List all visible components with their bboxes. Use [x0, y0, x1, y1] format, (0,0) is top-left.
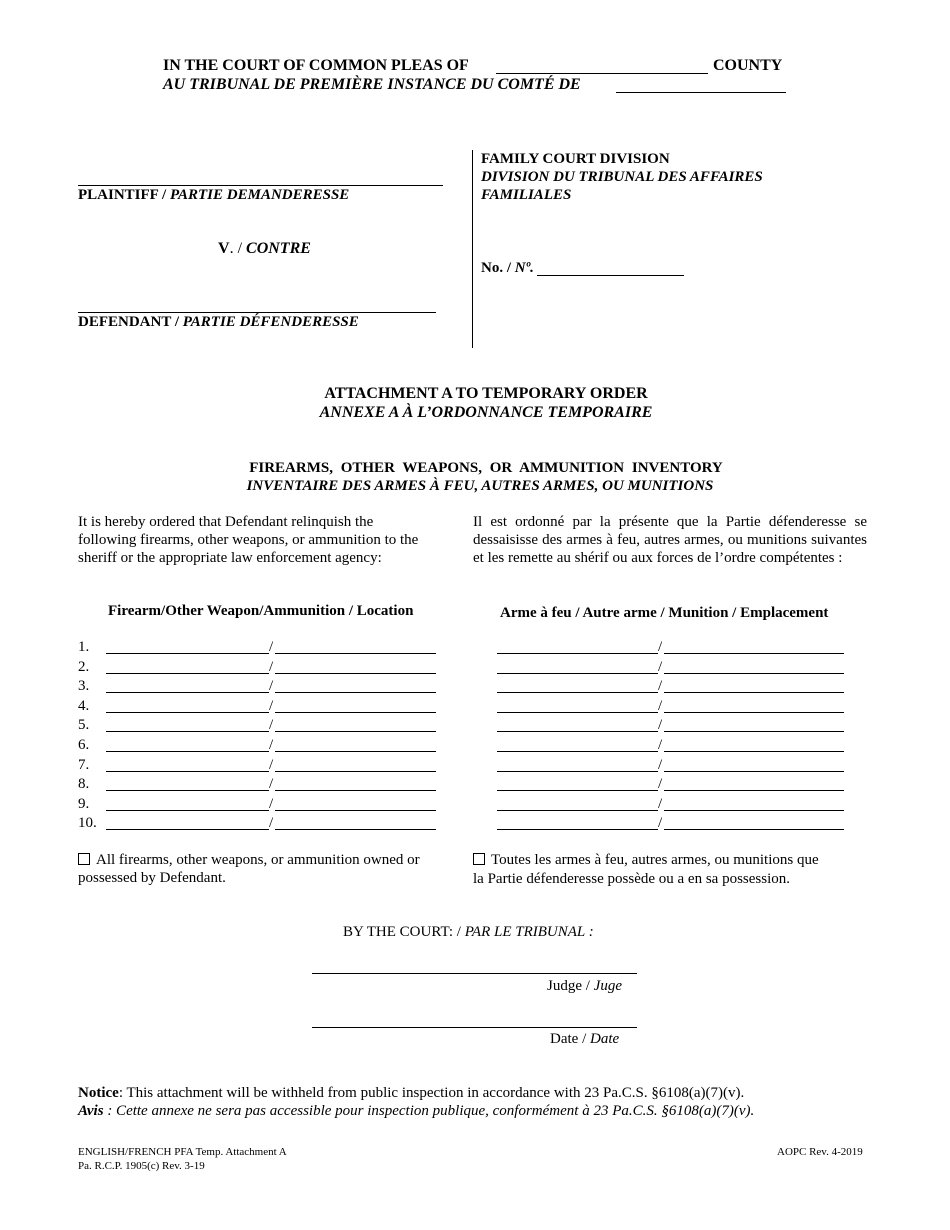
location-field[interactable]	[664, 771, 844, 772]
item-field[interactable]	[497, 771, 658, 772]
inventory-row-fr	[497, 697, 847, 715]
location-field[interactable]	[275, 810, 436, 811]
footer-form-name: ENGLISH/FRENCH PFA Temp. Attachment A	[78, 1146, 287, 1158]
inventory-row-en	[78, 697, 438, 715]
location-field[interactable]	[275, 790, 436, 791]
location-field[interactable]	[664, 810, 844, 811]
row-separator: /	[269, 815, 274, 831]
all-items-en-line2: possessed by Defendant.	[78, 870, 226, 886]
item-field[interactable]	[106, 751, 269, 752]
footer-rule: Pa. R.C.P. 1905(c) Rev. 3-19	[78, 1160, 205, 1172]
inventory-row-en	[78, 677, 438, 695]
judge-signature-line[interactable]	[312, 958, 637, 974]
row-number: 6.	[78, 737, 90, 753]
row-separator: /	[269, 757, 274, 773]
item-field[interactable]	[497, 712, 658, 713]
order-en-line2: following firearms, other weapons, or ammunition to the	[78, 532, 419, 548]
row-separator: /	[658, 757, 663, 773]
item-field[interactable]	[497, 790, 658, 791]
inventory-row-en	[78, 814, 438, 832]
row-separator: /	[269, 639, 274, 655]
location-field[interactable]	[664, 790, 844, 791]
item-field[interactable]	[497, 692, 658, 693]
all-items-fr-line2: la Partie défenderesse possède ou a en sa possession.	[473, 871, 790, 887]
inventory-row-fr	[497, 775, 847, 793]
document-title-en: ATTACHMENT A TO TEMPORARY ORDER	[324, 385, 648, 402]
all-items-checkbox-fr[interactable]	[473, 853, 485, 865]
court-heading-en	[163, 57, 469, 75]
defendant-line[interactable]	[78, 296, 436, 313]
row-separator: /	[269, 737, 274, 753]
location-field[interactable]	[664, 712, 844, 713]
location-field[interactable]	[275, 692, 436, 693]
location-field[interactable]	[275, 771, 436, 772]
location-field[interactable]	[664, 751, 844, 752]
row-separator: /	[269, 678, 274, 694]
inventory-row-fr	[497, 736, 847, 754]
location-field[interactable]	[275, 751, 436, 752]
inventory-row-fr	[497, 658, 847, 676]
date-line[interactable]	[312, 1012, 637, 1028]
item-field[interactable]	[106, 692, 269, 693]
item-field[interactable]	[106, 810, 269, 811]
item-field[interactable]	[497, 731, 658, 732]
county-blank-fr[interactable]	[616, 77, 786, 93]
row-separator: /	[658, 698, 663, 714]
inventory-row-fr	[497, 795, 847, 813]
court-label-en: IN THE COURT OF COMMON PLEAS OF	[163, 57, 469, 74]
row-number: 5.	[78, 717, 90, 733]
item-field[interactable]	[497, 829, 658, 830]
row-separator: /	[658, 796, 663, 812]
location-field[interactable]	[275, 731, 436, 732]
item-field[interactable]	[106, 673, 269, 674]
location-field[interactable]	[664, 829, 844, 830]
versus-label: V. / CONTRE	[218, 240, 311, 257]
row-separator: /	[269, 776, 274, 792]
division-fr-line2: FAMILIALES	[481, 187, 572, 203]
row-separator: /	[658, 737, 663, 753]
location-field[interactable]	[664, 653, 844, 654]
document-title-fr: ANNEXE A À L’ORDONNANCE TEMPORAIRE	[319, 404, 653, 421]
docket-number-label: No. / Nº.	[481, 260, 534, 276]
order-en-line3: sheriff or the appropriate law enforcement agency:	[78, 550, 382, 566]
location-field[interactable]	[275, 712, 436, 713]
item-field[interactable]	[106, 829, 269, 830]
row-separator: /	[658, 776, 663, 792]
inventory-row-en	[78, 638, 438, 656]
inventory-row-en	[78, 736, 438, 754]
inventory-row-fr	[497, 756, 847, 774]
row-separator: /	[269, 659, 274, 675]
inventory-row-fr	[497, 677, 847, 695]
division-en: FAMILY COURT DIVISION	[481, 151, 670, 167]
location-field[interactable]	[664, 673, 844, 674]
item-field[interactable]	[106, 771, 269, 772]
defendant-label: DEFENDANT / PARTIE DÉFENDERESSE	[78, 314, 359, 330]
county-label-en: COUNTY	[713, 57, 783, 74]
item-field[interactable]	[106, 731, 269, 732]
court-heading-fr: AU TRIBUNAL DE PREMIÈRE INSTANCE DU COMTÉ DE	[163, 76, 581, 93]
order-en-line1: It is hereby ordered that Defendant relinquish the	[78, 514, 374, 530]
order-fr: Il est ordonné par la présente que la Partie défenderesse se dessaisisse des armes à feu, autres armes, ou munitions suivantes et les remette au shérif ou aux forces de l’ordre compétentes :	[473, 514, 867, 566]
by-the-court: BY THE COURT: / PAR LE TRIBUNAL :	[343, 924, 594, 940]
row-number: 8.	[78, 776, 90, 792]
plaintiff-line[interactable]	[78, 169, 443, 186]
inventory-header-fr: Arme à feu / Autre arme / Munition / Emplacement	[500, 605, 829, 621]
location-field[interactable]	[664, 731, 844, 732]
subtitle-fr: INVENTAIRE DES ARMES À FEU, AUTRES ARMES, OU MUNITIONS	[246, 478, 714, 494]
item-field[interactable]	[106, 712, 269, 713]
all-items-checkbox-en[interactable]	[78, 853, 90, 865]
date-label: Date / Date	[550, 1031, 620, 1047]
subtitle-en: FIREARMS, OTHER WEAPONS, OR AMMUNITION INVENTORY	[249, 460, 723, 476]
caption-divider	[472, 150, 473, 348]
inventory-row-fr	[497, 716, 847, 734]
county-blank-en[interactable]	[496, 58, 708, 74]
row-number: 1.	[78, 639, 90, 655]
row-number: 9.	[78, 796, 90, 812]
inventory-header-en: Firearm/Other Weapon/Ammunition / Location	[108, 603, 414, 619]
row-separator: /	[658, 815, 663, 831]
row-separator: /	[269, 717, 274, 733]
location-field[interactable]	[275, 653, 436, 654]
location-field[interactable]	[275, 829, 436, 830]
location-field[interactable]	[664, 692, 844, 693]
inventory-row-en	[78, 658, 438, 676]
item-field[interactable]	[497, 673, 658, 674]
inventory-row-en	[78, 716, 438, 734]
row-separator: /	[269, 698, 274, 714]
item-field[interactable]	[497, 810, 658, 811]
all-items-fr: Toutes les armes à feu, autres armes, ou munitions que	[473, 851, 819, 869]
footer-revision: AOPC Rev. 4-2019	[777, 1146, 863, 1158]
notice-en: Notice: This attachment will be withheld from public inspection in accordance with 23 Pa.C.S. §6108(a)(7)(v).	[78, 1085, 745, 1101]
notice-fr: Avis : Cette annexe ne sera pas accessible pour inspection publique, conformément à 23 Pa.C.S. §6108(a)(7)(v).	[78, 1103, 755, 1119]
row-number: 10.	[78, 815, 97, 831]
item-field[interactable]	[106, 790, 269, 791]
inventory-row-en	[78, 775, 438, 793]
item-field[interactable]	[106, 653, 269, 654]
row-number: 3.	[78, 678, 90, 694]
row-separator: /	[269, 796, 274, 812]
all-items-en: All firearms, other weapons, or ammunition owned or	[78, 851, 420, 869]
row-number: 7.	[78, 757, 90, 773]
inventory-row-en	[78, 756, 438, 774]
row-separator: /	[658, 639, 663, 655]
plaintiff-label: PLAINTIFF / PARTIE DEMANDERESSE	[78, 187, 350, 203]
row-separator: /	[658, 717, 663, 733]
row-number: 2.	[78, 659, 90, 675]
row-separator: /	[658, 678, 663, 694]
item-field[interactable]	[497, 653, 658, 654]
docket-number-field[interactable]	[537, 259, 684, 276]
row-number: 4.	[78, 698, 90, 714]
inventory-row-fr	[497, 814, 847, 832]
division-fr-line1: DIVISION DU TRIBUNAL DES AFFAIRES	[481, 169, 763, 185]
inventory-row-en	[78, 795, 438, 813]
judge-label: Judge / Juge	[547, 978, 622, 994]
location-field[interactable]	[275, 673, 436, 674]
row-separator: /	[658, 659, 663, 675]
item-field[interactable]	[497, 751, 658, 752]
inventory-row-fr	[497, 638, 847, 656]
